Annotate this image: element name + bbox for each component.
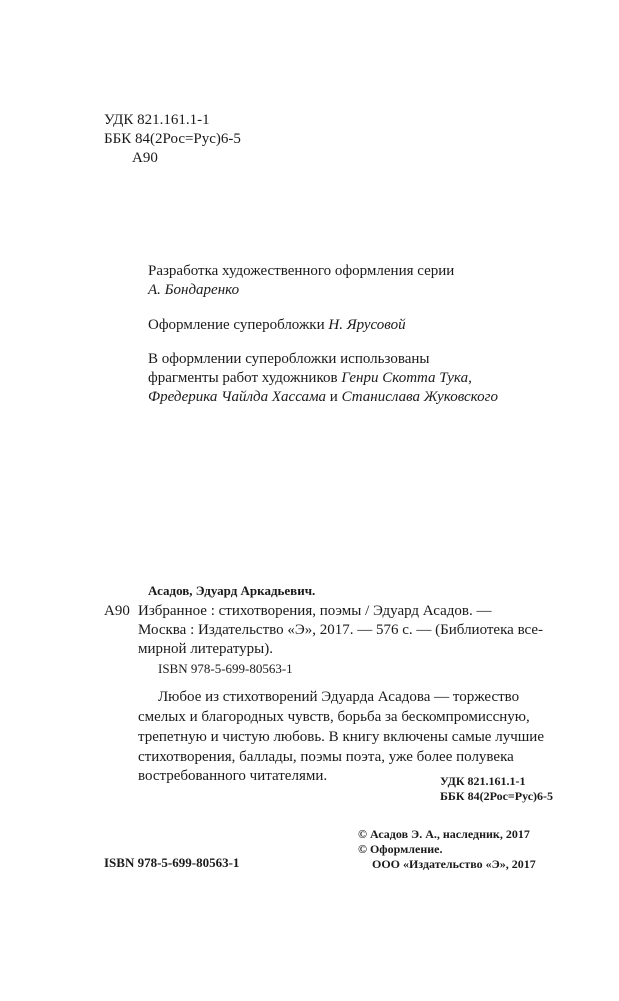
catalog-desc-line-3: мирной литературы).	[138, 641, 273, 657]
fragments-line-2	[148, 369, 472, 387]
series-design-author: А. Бондаренко	[148, 282, 240, 298]
copyright-author: © Асадов Э. А., наследник, 2017	[358, 827, 530, 841]
cover-design-line	[148, 316, 406, 334]
fragments-line-1: В оформлении суперобложки использованы	[148, 351, 430, 367]
and-word: и	[329, 389, 338, 405]
catalog-desc-line-2: Москва : Издательство «Э», 2017. — 576 с. — (Библиотека все-	[138, 622, 544, 638]
annotation-line-5: востребованного читателями.	[138, 768, 328, 784]
series-design-label: Разработка художественного оформления серии	[148, 263, 455, 279]
cover-design-author: Н. Ярусовой	[328, 317, 406, 333]
annotation-line-4: стихотворения, баллады, поэмы поэта, уже более полувека	[138, 749, 514, 765]
catalog-isbn: ISBN 978-5-699-80563-1	[158, 661, 293, 676]
artist-hassam: Фредерика Чайлда Хассама	[148, 389, 327, 405]
bbk-code-top: ББК 84(2Рос=Рус)6-5	[104, 131, 241, 147]
catalog-desc-line-1: Избранное : стихотворения, поэмы / Эдуард Асадов. —	[138, 603, 492, 619]
footer-isbn: ISBN 978-5-699-80563-1	[104, 855, 240, 870]
copyright-publisher: ООО «Издательство «Э», 2017	[372, 857, 536, 871]
udk-code-bottom: УДК 821.161.1-1	[440, 774, 526, 788]
fragments-line-3	[148, 388, 498, 406]
catalog-author-mark: А90	[104, 603, 130, 619]
cover-design-label: Оформление суперобложки	[148, 317, 325, 333]
catalog-author-heading: Асадов, Эдуард Аркадьевич.	[148, 583, 316, 598]
copyright-design: © Оформление.	[358, 842, 443, 856]
annotation-line-2: смелых и благородных чувств, борьба за бескомпромиссную,	[138, 709, 530, 725]
artist-tuke: Генри Скотта Тука,	[341, 370, 472, 386]
udk-code-top: УДК 821.161.1-1	[104, 112, 210, 128]
annotation-line-3: трепетную и чистую любовь. В книгу включены самые лучшие	[138, 729, 544, 745]
bbk-code-bottom: ББК 84(2Рос=Рус)6-5	[440, 789, 554, 803]
fragments-prefix: фрагменты работ художников	[148, 370, 338, 386]
author-mark-top: А90	[132, 150, 158, 166]
artist-zhukovsky: Станислава Жуковского	[341, 389, 498, 405]
annotation-line-1: Любое из стихотворений Эдуарда Асадова — торжество	[158, 689, 520, 705]
